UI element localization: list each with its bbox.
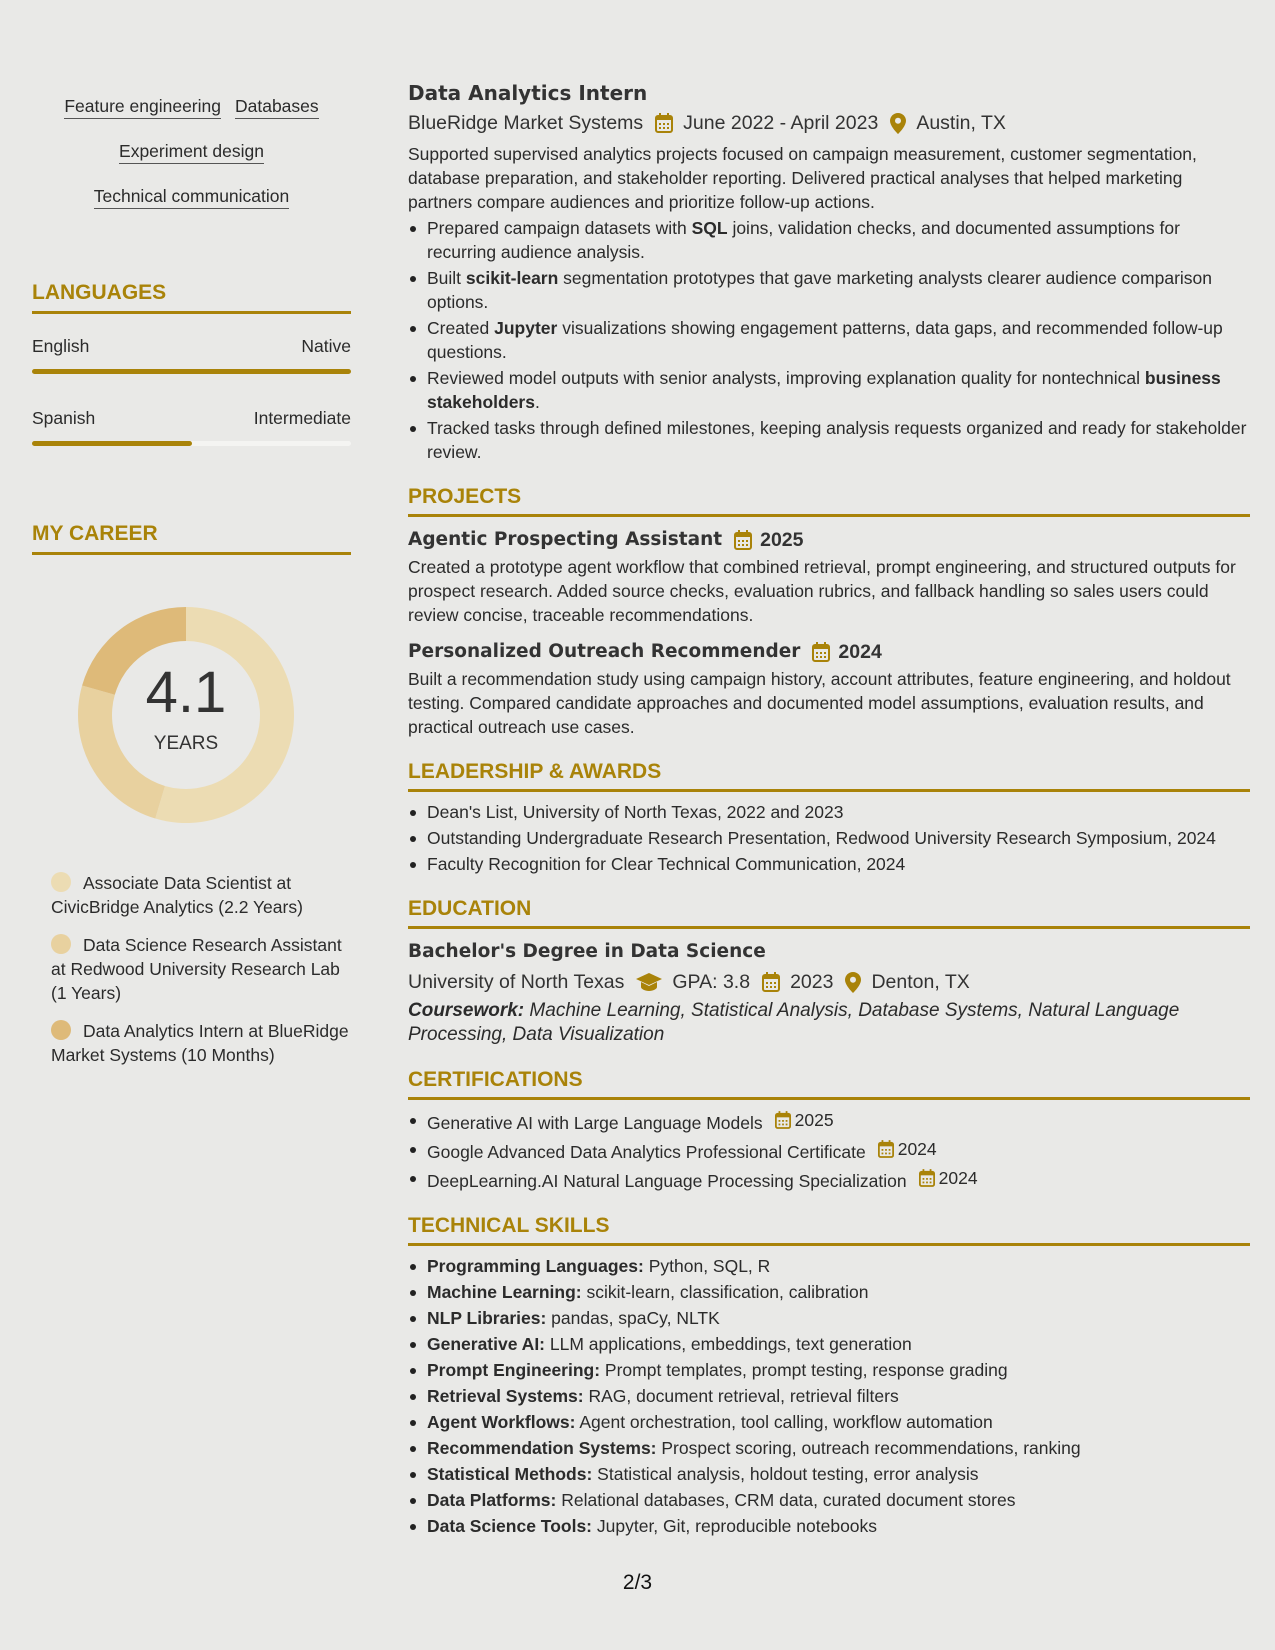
bullet-keyword: scikit-learn <box>465 268 559 288</box>
skill-label: Statistical Methods: <box>427 1464 593 1484</box>
career-total: 4.1 <box>145 660 227 725</box>
career-legend <box>32 871 351 1067</box>
skill-tag: Technical communication <box>94 185 290 209</box>
list-item <box>408 1254 1250 1278</box>
bullet-text: segmentation prototypes that gave marketing analysts clearer audience comparison options. <box>427 268 1213 312</box>
skill-label: Programming Languages: <box>427 1256 644 1276</box>
school-name: University of North Texas <box>408 971 625 993</box>
certifications-heading: CERTIFICATIONS <box>408 1067 1250 1100</box>
school-location: Denton, TX <box>871 971 970 993</box>
language-bar-fill <box>32 441 192 446</box>
projects-heading: PROJECTS <box>408 484 1250 517</box>
project-item <box>408 637 1250 739</box>
bullet-keyword: Jupyter <box>494 318 558 338</box>
list-item <box>408 1137 1250 1164</box>
location-pin-icon <box>890 113 906 134</box>
skill-label: Prompt Engineering: <box>427 1360 601 1380</box>
list-item <box>408 1384 1250 1408</box>
right-column <box>408 78 1250 1538</box>
job-company: BlueRidge Market Systems <box>408 112 644 134</box>
page-number: 2/3 <box>622 1571 653 1594</box>
bullet-text: joins, validation checks, and documented assumptions for recurring audience analysis. <box>427 218 1180 262</box>
skill-tag: Databases <box>235 95 319 119</box>
legend-dot <box>51 934 71 954</box>
skills-heading: TECHNICAL SKILLS <box>408 1213 1250 1246</box>
list-item <box>408 1280 1250 1304</box>
skill-label: Recommendation Systems: <box>427 1438 657 1458</box>
language-bar <box>32 369 351 374</box>
legend-dot <box>51 1020 71 1040</box>
list-item <box>408 1108 1250 1135</box>
languages-heading: LANGUAGES <box>32 281 351 314</box>
skill-tag: Feature engineering <box>64 95 221 119</box>
calendar-icon <box>762 972 780 992</box>
graduation-cap-icon <box>636 973 662 991</box>
bullet-text: Reviewed model outputs with senior analysts, improving explanation quality for nontechnical <box>427 368 1145 388</box>
legend-dot <box>51 872 71 892</box>
skill-value: Statistical analysis, holdout testing, error analysis <box>592 1464 979 1484</box>
list-item: Faculty Recognition for Clear Technical Communication, 2024 <box>408 852 1250 876</box>
project-year: 2024 <box>838 641 882 663</box>
list-item <box>408 1488 1250 1512</box>
list-item <box>408 1166 1250 1193</box>
skill-label: NLP Libraries: <box>427 1308 547 1328</box>
skill-tag: Experiment design <box>119 140 264 164</box>
skill-value: LLM applications, embeddings, text generation <box>545 1334 912 1354</box>
location-pin-icon <box>845 972 861 993</box>
legend-item <box>51 1019 351 1067</box>
project-item <box>408 525 1250 627</box>
certifications-list <box>408 1108 1250 1193</box>
project-description: Created a prototype agent workflow that combined retrieval, prompt engineering, and structured outputs for prospect research. Added source checks, evaluation rubrics, and fallback handling so sales users could review concise, traceable recommendations. <box>408 557 1236 625</box>
list-item <box>408 216 1250 264</box>
skill-tags <box>32 84 351 219</box>
list-item <box>408 1410 1250 1434</box>
list-item <box>408 1436 1250 1460</box>
skill-value: Jupyter, Git, reproducible notebooks <box>592 1516 878 1536</box>
bullet-text: Created <box>427 318 495 338</box>
bullet-keyword: SQL <box>691 218 728 238</box>
job-bullets <box>408 216 1250 464</box>
language-bar <box>32 441 351 446</box>
project-title-row <box>408 525 1250 555</box>
skill-value: Python, SQL, R <box>643 1256 771 1276</box>
language-item <box>32 336 351 374</box>
list-item <box>408 316 1250 364</box>
job-meta <box>408 108 1250 138</box>
language-name: Spanish <box>32 408 96 428</box>
cert-year: 2024 <box>938 1168 978 1188</box>
career-heading: MY CAREER <box>32 522 351 555</box>
career-unit: YEARS <box>153 733 219 754</box>
legend-label: Data Science Research Assistant at Redwood University Research Lab (1 Years) <box>51 935 342 1003</box>
project-title: Personalized Outreach Recommender <box>408 641 801 662</box>
coursework-label: Coursework: <box>408 1000 525 1021</box>
skill-label: Data Platforms: <box>427 1490 557 1510</box>
education-meta <box>408 967 1250 997</box>
cert-name: Generative AI with Large Language Models <box>427 1113 763 1133</box>
list-item <box>408 366 1250 414</box>
skill-label: Data Science Tools: <box>427 1516 593 1536</box>
calendar-icon <box>919 1169 935 1187</box>
list-item <box>408 1514 1250 1538</box>
skill-label: Agent Workflows: <box>427 1412 576 1432</box>
cert-year: 2025 <box>794 1110 834 1130</box>
project-title-row <box>408 637 1250 667</box>
list-item <box>408 1462 1250 1486</box>
project-year: 2025 <box>760 529 804 551</box>
skill-value: Prompt templates, prompt testing, response grading <box>600 1360 1008 1380</box>
legend-item <box>51 933 351 1005</box>
list-item <box>408 416 1250 464</box>
coursework <box>408 999 1250 1047</box>
project-description: Built a recommendation study using campaign history, account attributes, feature engineering, and holdout testing. Compared candidate approaches and documented model assumptions, evaluation results, and practical outreach use cases. <box>408 669 1231 737</box>
graduation-year: 2023 <box>790 971 834 993</box>
skill-label: Generative AI: <box>427 1334 546 1354</box>
degree-title: Bachelor's Degree in Data Science <box>408 941 766 962</box>
job-location: Austin, TX <box>916 112 1006 134</box>
list-item <box>408 266 1250 314</box>
skill-value: pandas, spaCy, NLTK <box>546 1308 720 1328</box>
job-title: Data Analytics Intern <box>408 81 648 105</box>
language-item <box>32 408 351 446</box>
job-summary: Supported supervised analytics projects focused on campaign measurement, customer segmentation, database preparation, and stakeholder reporting. Delivered practical analyses that helped marketing partners compare audiences and prioritize follow-up actions. <box>408 144 1197 212</box>
leadership-heading: LEADERSHIP & AWARDS <box>408 759 1250 792</box>
language-level: Intermediate <box>253 408 351 428</box>
cert-name: Google Advanced Data Analytics Professional Certificate <box>427 1142 866 1162</box>
cert-year: 2024 <box>897 1139 937 1159</box>
list-item <box>408 1332 1250 1356</box>
list-item: Dean's List, University of North Texas, 2022 and 2023 <box>408 800 1250 824</box>
skill-label: Retrieval Systems: <box>427 1386 584 1406</box>
bullet-keyword: business stakeholders <box>427 368 1221 412</box>
skill-value: RAG, document retrieval, retrieval filters <box>583 1386 899 1406</box>
job-dates: June 2022 - April 2023 <box>683 112 879 134</box>
calendar-icon <box>878 1140 894 1158</box>
gpa: GPA: 3.8 <box>672 971 751 993</box>
skill-value: Prospect scoring, outreach recommendations, ranking <box>656 1438 1081 1458</box>
bullet-text: . <box>534 392 540 412</box>
language-bar-fill <box>32 369 351 374</box>
list-item: Outstanding Undergraduate Research Presentation, Redwood University Research Symposium, 2024 <box>408 826 1250 850</box>
calendar-icon <box>734 530 752 550</box>
bullet-text: Tracked tasks through defined milestones, keeping analysis requests organized and ready for stakeholder review. <box>427 418 1247 462</box>
skill-label: Machine Learning: <box>427 1282 582 1302</box>
project-title: Agentic Prospecting Assistant <box>408 529 723 550</box>
leadership-list <box>408 800 1250 876</box>
cert-name: DeepLearning.AI Natural Language Processing Specialization <box>427 1171 907 1191</box>
skill-value: Relational databases, CRM data, curated document stores <box>556 1490 1016 1510</box>
calendar-icon <box>812 642 830 662</box>
bullet-text: visualizations showing engagement patterns, data gaps, and recommended follow-up questions. <box>427 318 1223 362</box>
legend-label: Data Analytics Intern at BlueRidge Market Systems (10 Months) <box>51 1021 349 1065</box>
bullet-text: Built <box>427 268 466 288</box>
career-donut <box>32 595 351 835</box>
legend-item <box>51 871 351 919</box>
left-column <box>32 84 351 1081</box>
skill-value: scikit-learn, classification, calibration <box>581 1282 869 1302</box>
coursework-list: Machine Learning, Statistical Analysis, Database Systems, Natural Language Processing, Data Visualization <box>408 1000 1180 1045</box>
language-level: Native <box>301 336 351 356</box>
list-item <box>408 1306 1250 1330</box>
calendar-icon <box>655 113 673 133</box>
calendar-icon <box>775 1111 791 1129</box>
skill-value: Agent orchestration, tool calling, workflow automation <box>575 1412 993 1432</box>
skills-list <box>408 1254 1250 1538</box>
legend-label: Associate Data Scientist at CivicBridge Analytics (2.2 Years) <box>51 873 303 917</box>
bullet-text: Prepared campaign datasets with <box>427 218 692 238</box>
language-name: English <box>32 336 90 356</box>
list-item <box>408 1358 1250 1382</box>
education-heading: EDUCATION <box>408 896 1250 929</box>
